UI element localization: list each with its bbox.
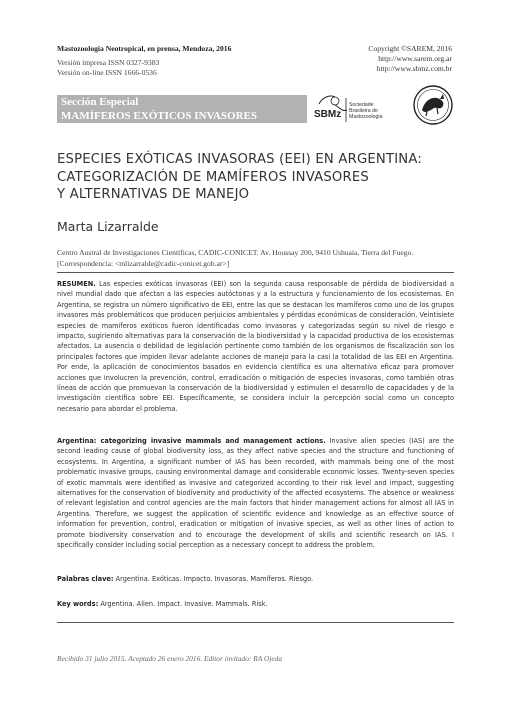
section-banner: [57, 95, 307, 123]
sbmz-url-link[interactable]: http://www.sbmz.com.br: [376, 64, 452, 73]
title-line-1: ESPECIES EXÓTICAS INVASORAS (EEI) EN ARGENTINA:: [57, 152, 423, 167]
palabras-clave-label: Palabras clave:: [57, 575, 114, 583]
article-title: [57, 151, 457, 204]
author-name: Marta Lizarralde: [57, 219, 159, 234]
section-theme: MAMÍFEROS EXÓTICOS INVASORES: [61, 109, 258, 122]
sbmz-text-2: Brasileira de: [349, 108, 378, 114]
palabras-clave: [57, 574, 454, 584]
divider-bottom: [57, 622, 454, 623]
resumen-label: RESUMEN.: [57, 280, 96, 288]
correspondence-email[interactable]: [Correspondencia: <mlizarralde@cadic-conicet.gob.ar>]: [57, 259, 230, 268]
abstract-label: Argentina: categorizing invasive mammals and management actions: [57, 437, 324, 445]
resumen-paragraph: [57, 279, 454, 414]
abstract-paragraph: Argentina: categorizing invasive mammals and management actions. Invasive alien species (IAS) are the second leading cause of global biodiversity loss, as they affect native species and the structure and functioning of ecosystems. In Argentina, a significant number of IAS has been recorded, with mammals being one of the most problematic invasive groups, causing environmental damage and considerable economic losses. Twenty-seven species of exotic mammals were identified as invasive and categorized according to their risk level and impact, suggesting alternatives for the conservation of biodiversity and productivity of the affected ecosystems. The absence or weakness of relevant legislation and control agencies are the main factors that hinder management actions for almost all IAS in Argentina. Therefore, we suggest the application of scientific evidence and knowledge as an effective source of information for prevention, control, eradication or mitigation of invasive species, as well as other lines of action to promote biodiversity conservation and to encourage the development of skills and scientific research on IAS. I specifically consider including social perception as a necessary concept to address the problem.: [57, 437, 454, 550]
copyright-block: [368, 44, 452, 74]
copyright: Copyright ©SAREM, 2016: [368, 44, 452, 53]
journal-name: Mastozoología Neotropical, en prensa, Mendoza, 2016: [57, 44, 232, 53]
section-label: Sección Especial: [61, 96, 139, 108]
sarem-logo: [412, 84, 454, 126]
sarem-url-link[interactable]: http://www.sarem.org.ar: [378, 54, 452, 63]
key-words-text: Argentina. Alien. Impact. Invasive. Mammals. Risk.: [100, 600, 268, 608]
title-line-2: CATEGORIZACIÓN DE MAMÍFEROS INVASORES: [57, 169, 369, 185]
affiliation-address: Centro Austral de Investigaciones Científicas, CADIC-CONICET. Av. Houssay 200, 9410 Ushuaia, Tierra del Fuego.: [57, 248, 414, 257]
sbmz-text-3: Mastozoologia: [349, 114, 383, 120]
affiliation: [57, 247, 457, 269]
mammal-ear: [440, 94, 444, 99]
key-words-label: Key words:: [57, 600, 99, 608]
sbmz-mark: SBMz: [314, 109, 342, 120]
palabras-clave-text: Argentina. Exóticas. Impacto. Invasoras. Mamíferos. Riesgo.: [115, 575, 314, 583]
mammal-silhouette: [422, 98, 443, 112]
issn-online: Versión on-line ISSN 1666-0536: [57, 68, 157, 77]
sbmz-logo: [313, 92, 407, 126]
journal-header: [57, 44, 231, 78]
logo-ring: [331, 97, 339, 105]
divider-top: [57, 272, 454, 273]
received-line: Recibido 31 julio 2015. Aceptado 26 enero 2016. Editor invitado: RA Ojeda: [57, 654, 283, 663]
abstract-text: Invasive alien species (IAS) are the second leading cause of global biodiversity loss, as they affect native species and the structure and functioning of ecosystems. In Argentina, a significant number of IAS has been recorded, with mammals being one of the most problematic invasive groups, causing environmental damage and considerable economic losses. Twenty-seven species of exotic mammals were identified as invasive and categorized according to their risk level and impact, suggesting alternatives for the conservation of biodiversity and productivity of the affected ecosystems. The absence or weakness of relevant legislation and control agencies are the main factors that hinder management actions for almost all IAS in Argentina. Therefore, we suggest the application of scientific evidence and knowledge as an effective source of information for prevention, control, eradication or mitigation of invasive species, as well as other lines of action to promote biodiversity conservation and to encourage the development of skills and scientific research on IAS. I specifically consider including social perception as a necessary concept to address the problem.: [57, 437, 454, 550]
title-line-3: Y ALTERNATIVAS DE MANEJO: [57, 187, 250, 202]
key-words: [57, 599, 454, 609]
issn-print: Versión impresa ISSN 0327-9383: [57, 58, 160, 67]
sbmz-text-1: Sociedade: [349, 102, 374, 108]
resumen-text: Las especies exóticas invasoras (EEI) son la segunda causa responsable de pérdida de biodiversidad a nivel mundial dado que afectan a las especies autóctonas y a la estructura y funcionamiento de los ecosistemas. En Argentina, se registra un número significativo de EEI, entre las que se destacan los mamíferos como uno de los grupos invasores más problemáticos que producen perjuicios ambientales y pérdidas económicas de consideración. Veintisiete especies de mamíferos exóticos fueron identificadas como invasoras y categorizadas según su nivel de riesgo e impacto, sugiriendo alternativas para la conservación de la biodiversidad y la capacidad productiva de los ecosistemas afectados. La ausencia o debilidad de legislación pertinente como también de los organismos de fiscalización son los principales factores que impiden llevar adelante acciones de manejo para la casi la totalidad de las EEI en Argentina. Por ende, la aplicación de conocimientos basados en evidencia científica es una alternativa eficaz para promover acciones que involucren la prevención, control, erradicación o mitigación de especies invasoras, como también otras líneas de acción que promuevan la conservación de la biodiversidad y estimulen el desarrollo de capacidades y de la investigación científica sobre EEI. Específicamente, se considera incluir la percepción social como un concepto necesario para abordar el problema.: [57, 280, 454, 413]
